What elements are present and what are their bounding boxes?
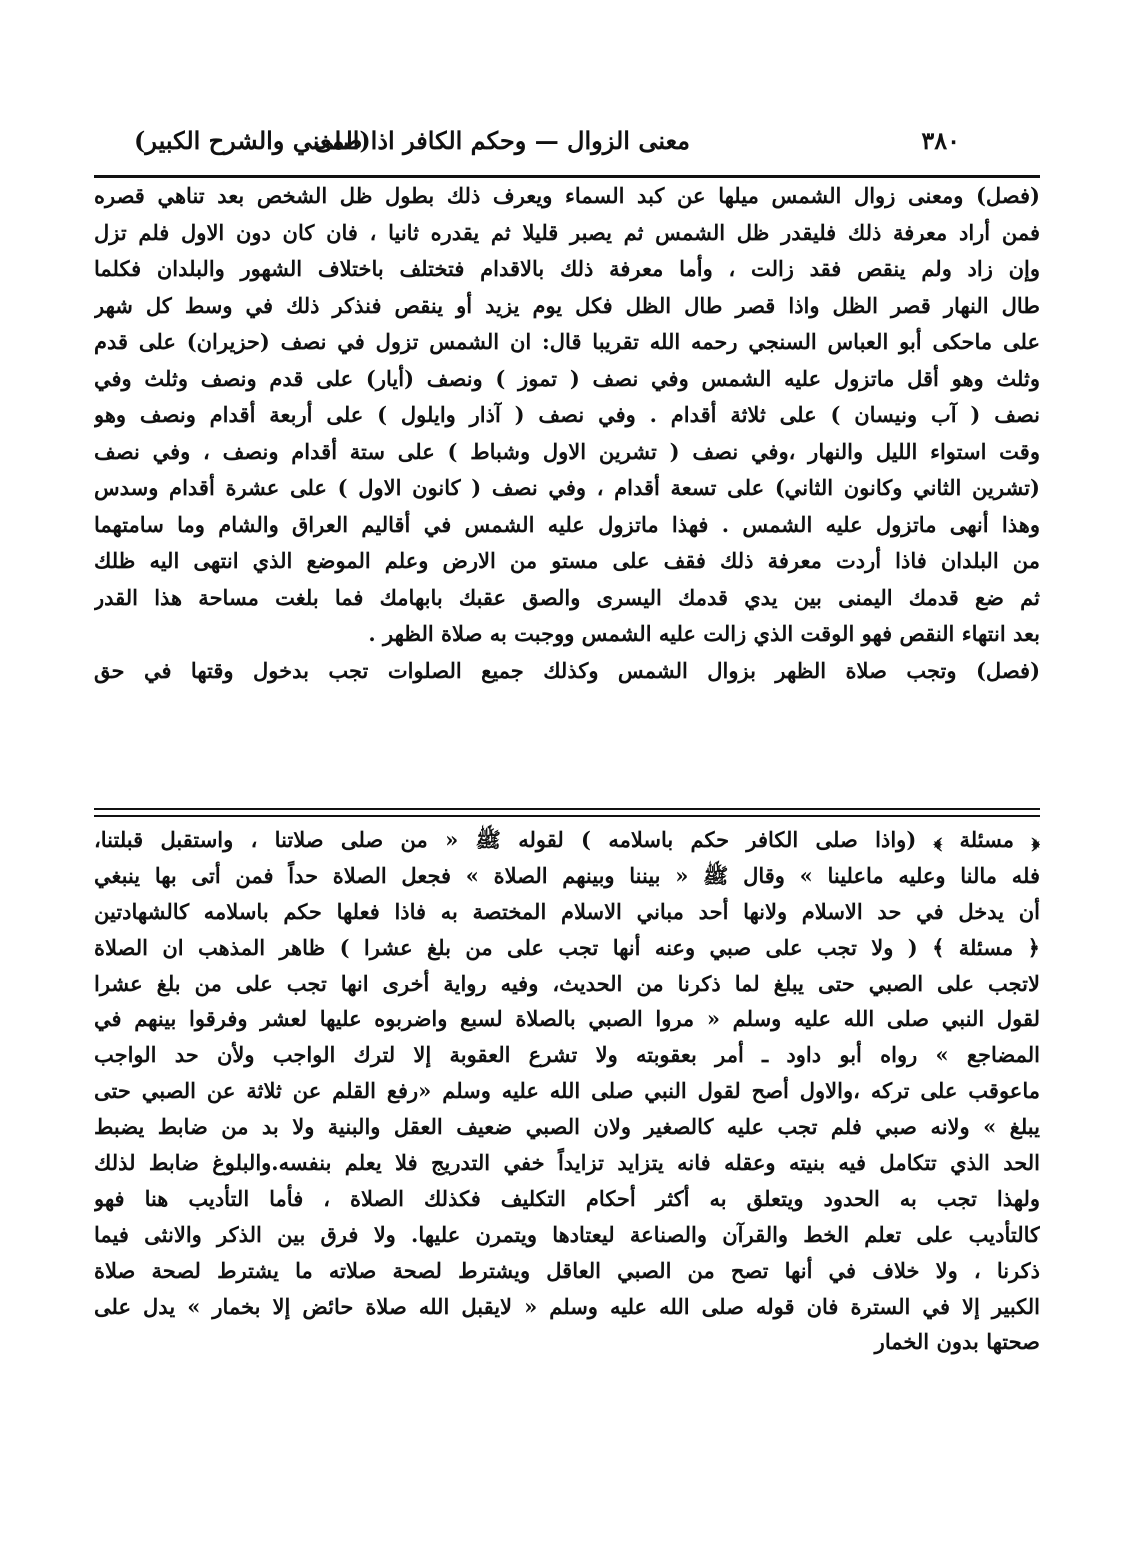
commentary-text bbox=[94, 822, 1040, 1360]
text-line: على ماحكى أبو العباس السنجي رحمه الله تقريبا قال: ان الشمس تزول في نصف (حزيران) على قدم bbox=[94, 329, 1040, 354]
page-header bbox=[94, 120, 1040, 172]
text-line: ذكرنا ، ولا خلاف في أنها تصح من الصبي العاقل ويشترط لصحة صلاته ما يشترط لصحة صلاة bbox=[94, 1257, 1040, 1283]
section-divider-double bbox=[94, 815, 1040, 817]
text-line: (فصل) ومعنى زوال الشمس ميلها عن كبد السماء ويعرف ذلك بطول ظل الشخص بعد تناهي قصره bbox=[94, 183, 1040, 208]
text-line: فله مالنا وعليه ماعلينا » وقال ﷺ « بيننا وبينهم الصلاة » فجعل الصلاة حداً فمن أتى بها ينبغي bbox=[94, 862, 1040, 888]
text-line: أن يدخل في حد الاسلام ولانها أحد مباني الاسلام المختصة به فاذا فعلها حكم باسلامه كالشهادتين bbox=[94, 898, 1040, 924]
text-line: وقت استواء الليل والنهار ،وفي نصف ( تشرين الاول وشباط ) على ستة أقدام ونصف ، وفي نصف bbox=[94, 438, 1040, 464]
text-line: (تشرين الثاني وكانون الثاني) على تسعة أقدام ، وفي نصف ( كانون الاول ) على عشرة أقدام وسدس bbox=[94, 475, 1040, 500]
section-title: معنى الزوال — وحكم الكافر اذا صلى bbox=[314, 126, 690, 155]
text-line: صحتها بدون الخمار bbox=[874, 1329, 1040, 1355]
text-line: وهذا أنهى ماتزول عليه الشمس . فهذا ماتزول عليه الشمس في أقاليم العراق والشام وما سامتهما bbox=[94, 511, 1040, 537]
text-line: بعد انتهاء النقص فهو الوقت الذي زالت عليه الشمس ووجبت به صلاة الظهر . bbox=[368, 621, 1040, 646]
text-line: ماعوقب على تركه ،والاول أصح لقول النبي صلى الله عليه وسلم «رفع القلم عن ثلاثة عن الصبي حتى bbox=[94, 1078, 1040, 1104]
text-line: نصف ( آب ونيسان ) على ثلاثة أقدام . وفي نصف ( آذار وايلول ) على أربعة أقدام ونصف وهو bbox=[94, 402, 1040, 427]
book-title: (المغني والشرح الكبير) bbox=[134, 126, 371, 155]
text-line: لاتجب على الصبي حتى يبلغ لما ذكرنا من الحديث، وفيه رواية أخرى انها تجب على من بلغ عشرا bbox=[94, 970, 1040, 996]
text-line: يبلغ » ولانه صبي فلم تجب عليه كالصغير ولان الصبي ضعيف العقل والبنية ولا بد من ضابط يضبط bbox=[94, 1114, 1040, 1140]
text-line: طال النهار قصر الظل واذا قصر طال الظل فكل يوم يزيد أو ينقص فنذكر ذلك في وسط كل شهر bbox=[94, 292, 1040, 318]
text-line: (فصل) وتجب صلاة الظهر بزوال الشمس وكذلك جميع الصلوات تجب بدخول وقتها في حق bbox=[94, 657, 1040, 683]
text-line: كالتأديب على تعلم الخط والقرآن والصناعة ليعتادها ويتمرن عليها. ولا فرق بين الذكر والانثى فيما bbox=[94, 1221, 1040, 1247]
text-line: من البلدان فاذا أردت معرفة ذلك فقف على مستو من الارض وعلم الموضع الذي انتهى اليه ظلك bbox=[94, 548, 1040, 573]
text-line: الحد الذي تتكامل فيه بنيته وعقله فانه يتزايد تزايداً خفي التدريج فلا يعلم بنفسه.والبلوغ ضابط لذلك bbox=[94, 1150, 1040, 1176]
text-line: ﴿ مسئلة ﴾ ( ولا تجب على صبي وعنه أنها تجب على من بلغ عشرا ) ظاهر المذهب ان الصلاة bbox=[94, 934, 1040, 960]
text-line: ولهذا تجب به الحدود ويتعلق به أكثر أحكام التكليف فكذلك الصلاة ، فأما التأديب هنا فهو bbox=[94, 1185, 1040, 1211]
text-line: المضاجع » رواه أبو داود ـ أمر بعقوبته ولا تشرع العقوبة إلا لترك الواجب ولأن حد الواجب bbox=[94, 1042, 1040, 1068]
section-divider bbox=[94, 808, 1040, 810]
text-line: ﴿ مسئلة ﴾ (واذا صلى الكافر حكم باسلامه ) لقوله ﷺ « من صلى صلاتنا ، واستقبل قبلتنا، bbox=[94, 827, 1040, 852]
main-text bbox=[94, 178, 1040, 689]
page-number: ٣٨٠ bbox=[921, 126, 960, 155]
text-line: فمن أراد معرفة ذلك فليقدر ظل الشمس ثم يصبر قليلا ثم يقدره ثانيا ، فان كان دون الاول فلم تزل bbox=[94, 219, 1040, 245]
text-line: لقول النبي صلى الله عليه وسلم « مروا الصبي بالصلاة لسبع واضربوه عليها لعشر وفرقوا بينهم في bbox=[94, 1006, 1040, 1032]
text-line: وإن زاد ولم ينقص فقد زالت ، وأما معرفة ذلك بالاقدام فتختلف باختلاف الشهور والبلدان فكلما bbox=[94, 256, 1040, 281]
text-line: الكبير إلا في السترة فان قوله صلى الله عليه وسلم « لايقبل الله صلاة حائض إلا بخمار » يدل على bbox=[94, 1293, 1040, 1319]
text-line: وثلث وهو أقل ماتزول عليه الشمس وفي نصف ( تموز ) ونصف (أيار) على قدم ونصف وثلث وفي bbox=[94, 365, 1040, 391]
text-line: ثم ضع قدمك اليمنى بين يدي قدمك اليسرى والصق عقبك بابهامك فما بلغت مساحة هذا القدر bbox=[94, 584, 1040, 610]
